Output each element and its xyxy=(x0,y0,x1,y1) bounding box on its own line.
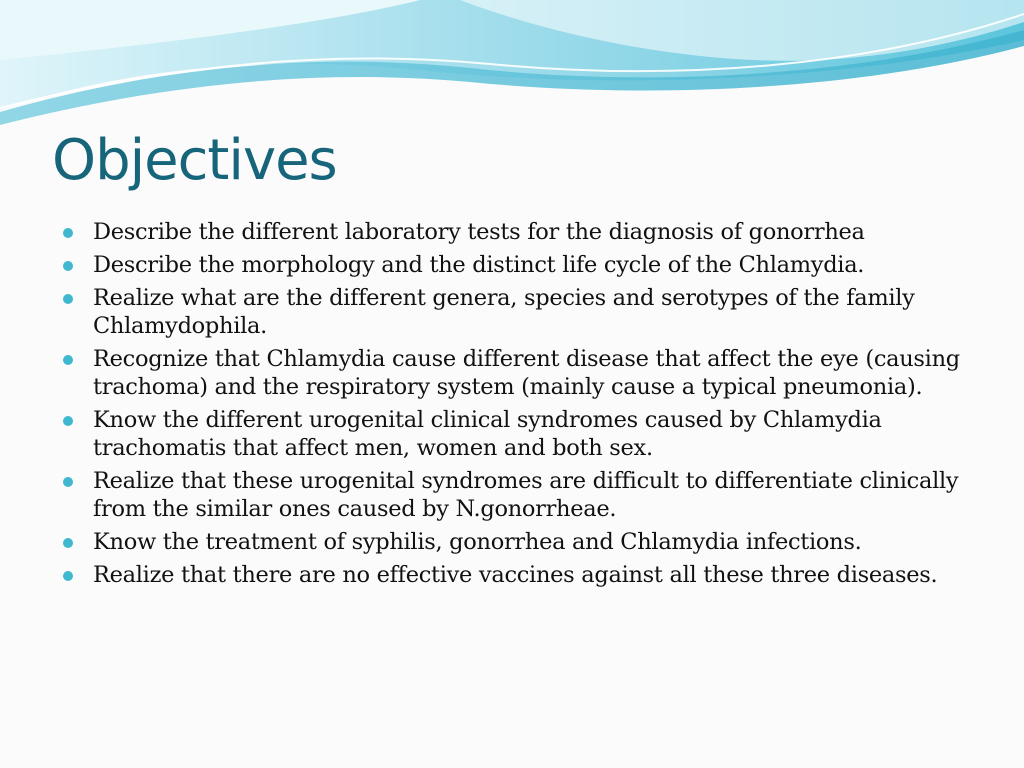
list-item xyxy=(62,406,967,462)
slide-title: Objectives xyxy=(52,128,337,193)
list-item xyxy=(62,528,967,556)
bullet-dot-icon xyxy=(63,294,73,304)
list-item xyxy=(62,467,967,523)
bullet-dot-icon xyxy=(63,261,73,271)
list-item-text: Realize that there are no effective vaccines against all these three diseases. xyxy=(93,562,938,588)
bullet-dot-icon xyxy=(63,571,73,581)
list-item xyxy=(62,561,967,589)
objectives-list xyxy=(62,218,967,594)
bullet-dot-icon xyxy=(63,538,73,548)
bullet-dot-icon xyxy=(63,477,73,487)
header-wave-decoration xyxy=(0,0,1024,130)
list-item xyxy=(62,218,967,246)
list-item-text: Know the different urogenital clinical syndromes caused by Chlamydia trachomatis that affect men, women and both sex. xyxy=(93,407,882,461)
list-item xyxy=(62,284,967,340)
bullet-dot-icon xyxy=(63,228,73,238)
list-item-text: Describe the different laboratory tests for the diagnosis of gonorrhea xyxy=(93,219,865,245)
bullet-dot-icon xyxy=(63,355,73,365)
list-item xyxy=(62,345,967,401)
list-item-text: Realize that these urogenital syndromes are difficult to differentiate clinically from the similar ones caused by N.gonorrheae. xyxy=(93,468,959,522)
bullet-dot-icon xyxy=(63,416,73,426)
list-item-text: Know the treatment of syphilis, gonorrhea and Chlamydia infections. xyxy=(93,529,862,555)
list-item-text: Recognize that Chlamydia cause different disease that affect the eye (causing trachoma) and the respiratory system (mainly cause a typical pneumonia). xyxy=(93,346,960,400)
list-item-text: Describe the morphology and the distinct life cycle of the Chlamydia. xyxy=(93,252,865,278)
list-item-text: Realize what are the different genera, species and serotypes of the family Chlamydophila. xyxy=(93,285,915,339)
list-item xyxy=(62,251,967,279)
